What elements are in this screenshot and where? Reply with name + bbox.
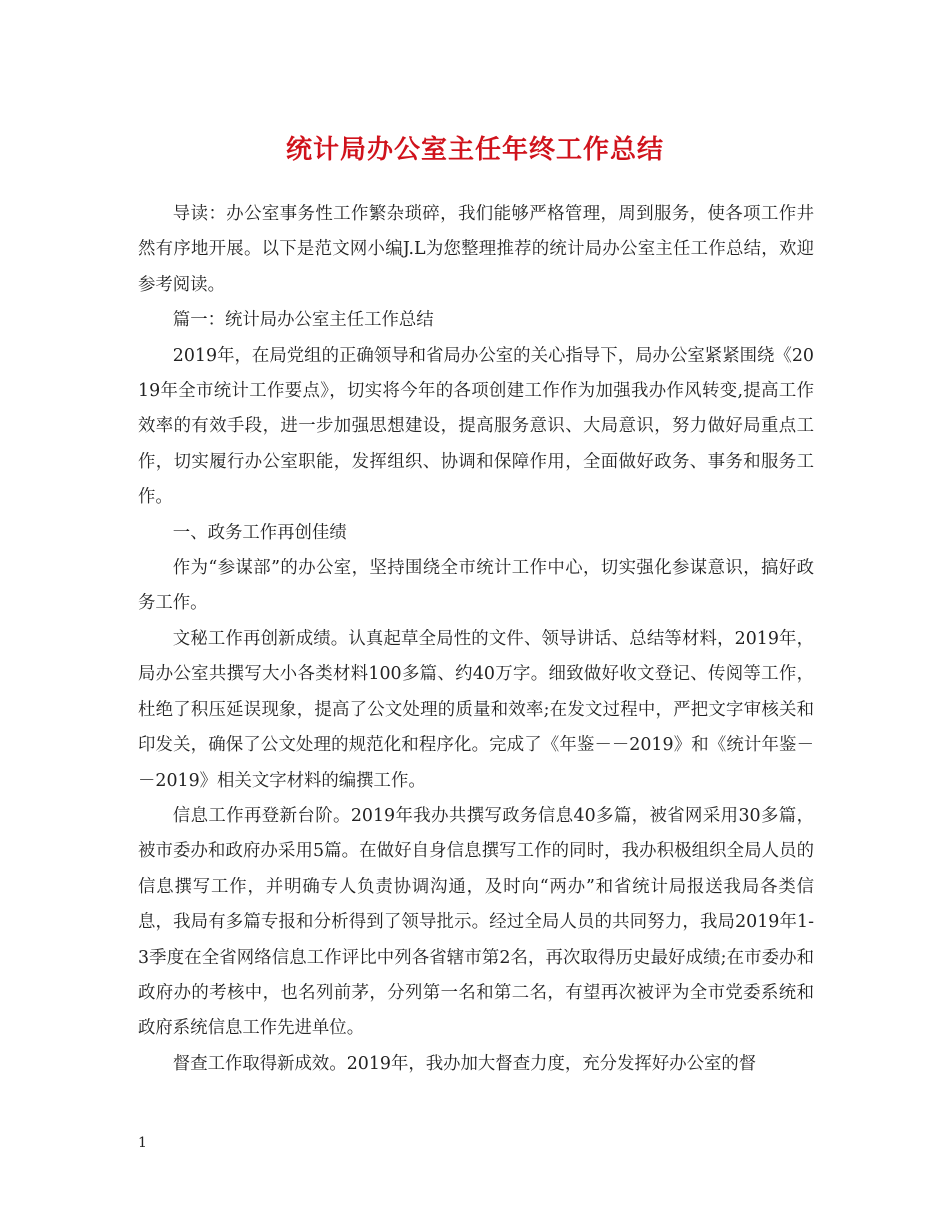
paragraph-staff-role: 作为“参谋部”的办公室，坚持围绕全市统计工作中心，切实强化参谋意识，搞好政务工作。 (138, 558, 814, 614)
paragraph-supervision-work: 督查工作取得新成效。2019年，我办加大督查力度，充分发挥好办公室的督 (172, 1053, 757, 1074)
paragraph-overview: 2019年，在局党组的正确领导和省局办公室的关心指导下，局办公室紧紧围绕《2019年全市统计工作要点》，切实将今年的各项创建工作作为加强我办作风转变,提高工作效率的有效手段，进一步加强思想建设，提高服务意识、大局意识，努力做好局重点工作，切实履行办公室职能，发挥组织、协调和保障作用，全面做好政务、事务和服务工作。 (138, 345, 814, 508)
paragraph-subheading: 一、政务工作再创佳绩 (172, 522, 347, 543)
page-number: 1 (138, 1135, 147, 1151)
paragraph-secretarial-work: 文秘工作再创新成绩。认真起草全局性的文件、领导讲话、总结等材料，2019年，局办公室共撰写大小各类材料100多篇、约40万字。细致做好收文登记、传阅等工作，杜绝了积压延误现象，提高了公文处理的质量和效率;在发文过程中，严把文字审核关和印发关，确保了公文处理的规范化和程序化。完成了《年鉴－－2019》和《统计年鉴－－2019》相关文字材料的编撰工作。 (138, 628, 814, 791)
paragraph-section-heading: 篇一：统计局办公室主任工作总结 (172, 310, 434, 331)
document-body (138, 197, 814, 1082)
paragraph-intro: 导读：办公室事务性工作繁杂琐碎，我们能够严格管理，周到服务，使各项工作井然有序地开展。以下是范文网小编J.L为您整理推荐的统计局办公室主任工作总结，欢迎参考阅读。 (138, 204, 814, 295)
paragraph-information-work: 信息工作再登新台阶。2019年我办共撰写政务信息40多篇，被省网采用30多篇，被市委办和政府办采用5篇。在做好自身信息撰写工作的同时，我办积极组织全局人员的信息撰写工作，并明确专人负责协调沟通，及时向“两办”和省统计局报送我局各类信息，我局有多篇专报和分析得到了领导批示。经过全局人员的共同努力，我局2019年1-3季度在全省网络信息工作评比中列各省辖市第2名，再次取得历史最好成绩;在市委办和政府办的考核中，也名列前茅，分列第一名和第二名，有望再次被评为全市党委系统和政府系统信息工作先进单位。 (138, 805, 814, 1039)
document-title: 统计局办公室主任年终工作总结 (285, 135, 664, 165)
